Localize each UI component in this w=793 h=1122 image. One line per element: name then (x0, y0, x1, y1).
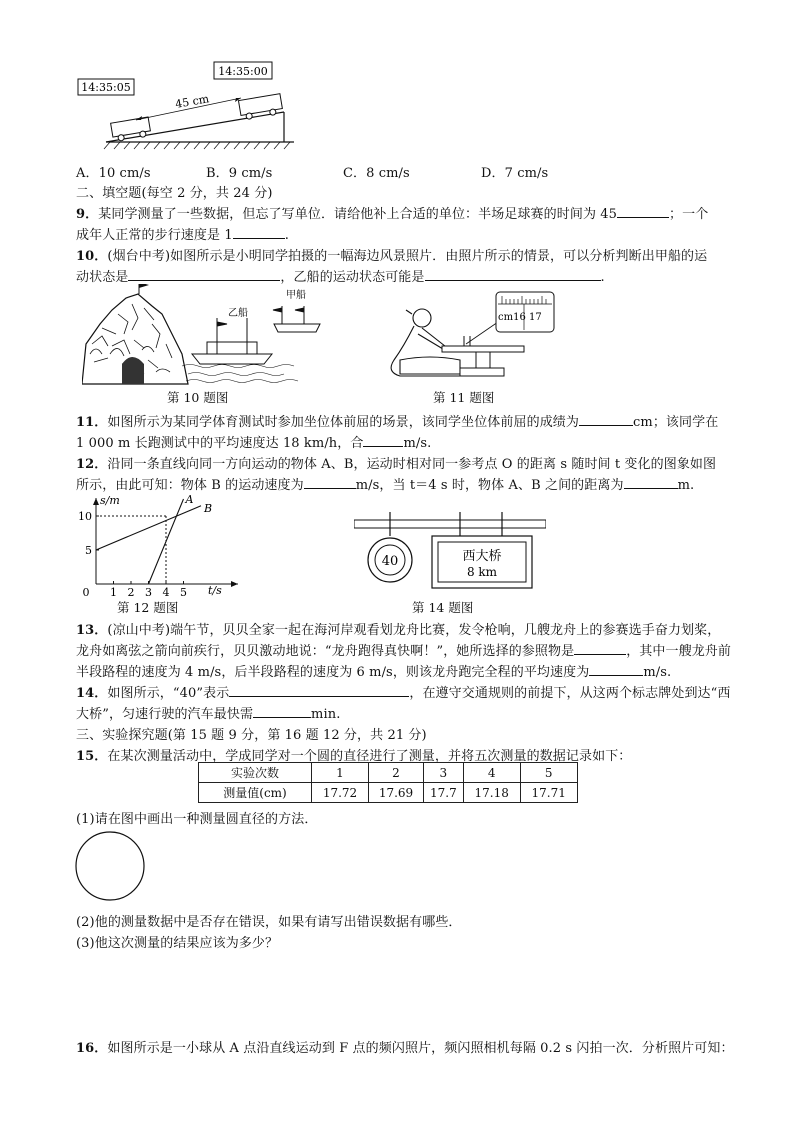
ship-yi (192, 318, 272, 364)
fig12-caption: 第 12 题图 (117, 600, 179, 615)
q12-text: 沿同一条直线向同一方向运动的物体 A、B，运动时相对同一参考点 O 的距离 s 随时间 t 变化的图象如图 (107, 457, 717, 472)
q9-text2: ；一个 (669, 207, 709, 222)
q11-line2-end: m/s. (403, 436, 432, 451)
section-2-heading: 二、填空题(每空 2 分，共 24 分) (76, 186, 273, 201)
y-tick-label: 10 (78, 510, 92, 523)
q9-blank-2[interactable] (233, 226, 285, 239)
q12-line2-mid: m/s，当 t＝4 s 时，物体 A、B 之间的距离为 (355, 478, 624, 493)
q9-number: 9． (76, 207, 99, 222)
sign-distance: 8 km (466, 565, 498, 579)
q10-number: 10． (76, 249, 108, 264)
q14-blank-1[interactable] (229, 684, 409, 697)
q16-line1 (76, 1037, 734, 1056)
q10-line2-end: . (600, 270, 605, 285)
q14-line2-text: 大桥”，匀速行驶的汽车最快需 (76, 707, 254, 722)
table-cell: 17.18 (463, 783, 520, 803)
y-axis-arrow (93, 498, 99, 505)
q13-line3-end: m/s. (643, 665, 672, 680)
q15-sub3: (3)他这次测量的结果应该为多少？ (76, 936, 279, 951)
series-line-B (96, 506, 201, 550)
q11-blank-2[interactable] (363, 434, 403, 447)
time-right-label: 14:35:00 (218, 65, 268, 78)
table-row (199, 783, 578, 803)
q12-blank-2[interactable] (624, 476, 678, 489)
q14-number: 14． (76, 686, 108, 701)
ship-jia (273, 306, 320, 332)
q9-line2 (76, 224, 289, 243)
q13-blank-2[interactable] (589, 663, 643, 676)
fig10-seascape (82, 284, 322, 386)
time-left-label: 14:35:05 (81, 81, 131, 94)
q10-line2 (76, 266, 605, 285)
y-tick-label: 5 (85, 544, 92, 557)
option-d: D．7 cm/s (481, 166, 549, 181)
q9-blank-1[interactable] (617, 205, 669, 218)
q14-text2: ，在遵守交通规则的前提下，从这两个标志牌处到达“西 (409, 686, 731, 701)
q13-line3-text: 半段路程的速度为 4 m/s，后半段路程的速度为 6 m/s，则该龙舟跑完全程的平均速度为 (76, 665, 590, 680)
ruler-reading: cm16 17 (498, 312, 542, 323)
q15-sub2: (2)他的测量数据中是否存在错误，如果有请写出错误数据有哪些． (76, 915, 462, 930)
x-tick-label: 3 (145, 586, 152, 598)
section-3-heading: 三、实验探究题(第 15 题 9 分，第 16 题 12 分，共 21 分) (76, 728, 427, 743)
q10-blank-1[interactable] (128, 268, 280, 281)
q10-text: (烟台中考)如图所示是小明同学拍摄的一幅海边风景照片．由照片所示的情景，可以分析判断出甲船的运 (107, 249, 708, 264)
q15-measurement-table (198, 762, 578, 803)
q9-text: 某同学测量了一些数据，但忘了写单位．请给他补上合适的单位：半场足球赛的时间为 45 (98, 207, 618, 222)
speed-limit-value: 40 (381, 554, 399, 569)
q13-blank-1[interactable] (574, 642, 626, 655)
q11-text: 如图所示为某同学体育测试时参加坐位体前屈的场景，该同学坐位体前屈的成绩为 (107, 415, 580, 430)
q13-line2-text: 龙舟如离弦之箭向前疾行，贝贝激动地说：“龙舟跑得真快啊！”，她所选择的参照物是 (76, 644, 575, 659)
sign-place-name: 西大桥 (462, 549, 502, 564)
q13-line2-end: ，其中一艘龙舟前 (626, 644, 732, 659)
q12-blank-1[interactable] (304, 476, 356, 489)
table-cell: 17.69 (369, 783, 424, 803)
table-cell: 2 (369, 763, 424, 783)
q15-circle[interactable] (74, 830, 146, 902)
fig10-caption: 第 10 题图 (167, 390, 229, 405)
option-b: B．9 cm/s (206, 166, 273, 181)
series-label-B: B (204, 501, 213, 515)
q14-line1 (76, 682, 731, 701)
q11-line1 (76, 411, 718, 430)
series-line-A (149, 499, 184, 584)
table-cell: 实验次数 (199, 763, 312, 783)
x-tick-label: 5 (180, 586, 187, 598)
q11-number: 11． (76, 415, 108, 430)
q14-line2 (76, 703, 340, 722)
distance-label: 45 cm (174, 92, 211, 111)
fig14-road-signs (354, 512, 546, 594)
q10-blank-2[interactable] (425, 268, 601, 281)
q15-number: 15． (76, 749, 108, 764)
table-cell: 17.72 (312, 783, 369, 803)
q11-text2: cm；该同学在 (633, 415, 719, 430)
q16-text: 如图所示是一小球从 A 点沿直线运动到 F 点的频闪照片，频闪照相机每隔 0.2 s 闪拍一次．分析照片可知： (107, 1041, 734, 1056)
fig12-graph (76, 492, 256, 598)
fig11-sit-reach (378, 290, 558, 384)
q9-line2-text: 成年人正常的步行速度是 1 (76, 228, 233, 243)
y-axis-label: s/m (100, 494, 120, 507)
label-jia-ship: 甲船 (286, 290, 306, 301)
x-tick-label: 0 (82, 586, 90, 598)
q10-line2-text: 动状态是 (76, 270, 129, 285)
table-cell: 17.71 (520, 783, 577, 803)
x-tick-label: 1 (110, 586, 117, 598)
q15-text: 在某次测量活动中，学成同学对一个圆的直径进行了测量，并将五次测量的数据记录如下： (107, 749, 632, 764)
table-cell: 17.7 (424, 783, 464, 803)
fig14-caption: 第 14 题图 (412, 600, 474, 615)
q11-line2 (76, 432, 431, 451)
label-yi-ship: 乙船 (228, 308, 248, 319)
q12-line1 (76, 453, 716, 472)
table-row (199, 763, 578, 783)
q13-text: (凉山中考)端午节，贝贝全家一起在海河岸观看划龙舟比赛，发令枪响，几艘龙舟上的参赛选手奋力划桨， (107, 623, 721, 638)
fig11-caption: 第 11 题图 (433, 390, 495, 405)
q9-line2-end: . (284, 228, 289, 243)
x-tick-label: 2 (127, 586, 135, 598)
q10-line1 (76, 245, 707, 264)
table-cell: 4 (463, 763, 520, 783)
q13-line1 (76, 619, 720, 638)
x-tick-label: 4 (162, 586, 170, 598)
table-cell: 5 (520, 763, 577, 783)
q16-number: 16． (76, 1041, 108, 1056)
q12-number: 12． (76, 457, 108, 472)
q14-line2-end: min. (311, 707, 341, 722)
incline-figure (76, 58, 306, 153)
table-cell: 测量值(cm) (199, 783, 312, 803)
q15-sub1: (1)请在图中画出一种测量圆直径的方法． (76, 812, 318, 827)
table-cell: 1 (312, 763, 369, 783)
q13-line2 (76, 640, 731, 659)
q11-line2-text: 1 000 m 长跑测试中的平均速度达 18 km/h，合 (76, 436, 364, 451)
q12-line2-end: m. (677, 478, 695, 493)
q14-blank-2[interactable] (253, 705, 311, 718)
q13-number: 13． (76, 623, 108, 638)
option-c: C．8 cm/s (343, 166, 410, 181)
q14-text: 如图所示，“40”表示 (107, 686, 230, 701)
q12-line2-text: 所示，由此可知：物体 B 的运动速度为 (76, 478, 304, 493)
table-cell: 3 (424, 763, 464, 783)
series-label-A: A (185, 493, 194, 506)
q12-line2 (76, 474, 694, 493)
x-axis-label: t/s (208, 584, 222, 597)
q13-line3 (76, 661, 671, 680)
option-a: A．10 cm/s (76, 166, 151, 181)
q11-blank-1[interactable] (579, 413, 633, 426)
x-axis-arrow (231, 581, 238, 587)
q10-line2-mid: ，乙船的运动状态可能是 (280, 270, 425, 285)
q9-line1 (76, 203, 708, 222)
